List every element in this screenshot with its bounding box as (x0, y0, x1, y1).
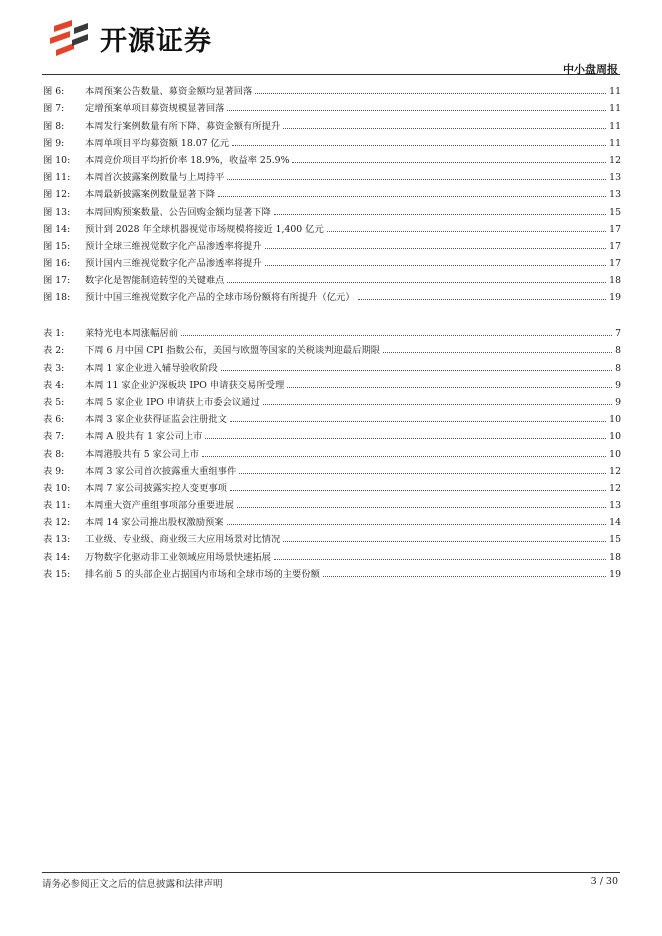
figure-toc-entry[interactable] (43, 132, 621, 149)
table-toc-entry[interactable] (43, 356, 621, 373)
entry-page: 14 (609, 517, 621, 529)
dot-leader (205, 438, 606, 439)
entry-page: 12 (609, 482, 621, 494)
entry-title: 排名前 5 的头部企业占据国内市场和全球市场的主要份额 (85, 568, 320, 580)
entry-page: 18 (609, 551, 621, 563)
dot-leader (237, 507, 606, 508)
company-logo (48, 18, 212, 58)
entry-label: 表 2: (43, 345, 65, 357)
dot-leader (230, 421, 606, 422)
entry-title: 本周发行案例数量有所下降、募资金额有所提升 (85, 120, 281, 132)
entry-title: 下周 6 月中国 CPI 指数公布，美国与欧盟等国家的关税谈判迎最后期限 (85, 345, 381, 357)
entry-title: 本周 5 家企业 IPO 申请获上市委会议通过 (85, 396, 260, 408)
entry-title: 工业级、专业级、商业级三大应用场景对比情况 (85, 534, 281, 546)
entry-page: 17 (609, 240, 621, 252)
entry-page: 9 (615, 396, 621, 408)
entry-title: 本周 3 家公司首次披露重大重组事件 (85, 465, 237, 477)
entry-page: 10 (609, 414, 621, 426)
kaiyuan-logo-icon (48, 18, 92, 58)
entry-title: 本周 A 股共有 1 家公司上市 (85, 431, 203, 443)
entry-title: 本周预案公告数量、募资金额均显著回落 (85, 86, 253, 98)
entry-label: 图 14: (43, 223, 71, 235)
figure-toc-entry[interactable] (43, 235, 621, 252)
table-toc-entry[interactable] (43, 339, 621, 356)
entry-page: 15 (609, 534, 621, 546)
table-toc-entry[interactable] (43, 322, 621, 339)
entry-page: 8 (615, 345, 621, 357)
table-toc-entry[interactable] (43, 563, 621, 580)
entry-page: 17 (609, 223, 621, 235)
table-toc-entry[interactable] (43, 442, 621, 459)
table-toc-entry[interactable] (43, 477, 621, 494)
entry-label: 表 6: (43, 414, 65, 426)
dot-leader (227, 524, 607, 525)
entry-label: 表 7: (43, 431, 65, 443)
table-toc-entry[interactable] (43, 528, 621, 545)
entry-title: 数字化是智能制造转型的关键难点 (85, 275, 225, 287)
dot-leader (283, 541, 606, 542)
dot-leader (227, 110, 606, 111)
table-toc-entry[interactable] (43, 494, 621, 511)
dot-leader (265, 248, 607, 249)
company-name: 开源证券 (100, 25, 212, 57)
figure-toc-entry[interactable] (43, 286, 621, 303)
entry-label: 图 16: (43, 258, 71, 270)
table-toc-entry[interactable] (43, 545, 621, 562)
dot-leader (283, 128, 606, 129)
entry-page: 19 (609, 568, 621, 580)
entry-label: 表 10: (43, 482, 71, 494)
dot-leader (287, 387, 612, 388)
entry-title: 本周单项目平均募资额 18.07 亿元 (85, 137, 230, 149)
entry-title: 本周 11 家企业沪深板块 IPO 申请获交易所受理 (85, 379, 285, 391)
entry-label: 图 8: (43, 120, 65, 132)
entry-page: 13 (609, 172, 621, 184)
entry-label: 表 4: (43, 379, 65, 391)
dot-leader (274, 559, 606, 560)
entry-page: 19 (609, 292, 621, 304)
entry-title: 本周 14 家公司推出股权激励预案 (85, 517, 224, 529)
entry-label: 图 17: (43, 275, 71, 287)
entry-title: 本周 3 家企业获得证监会注册批文 (85, 414, 227, 426)
entry-label: 图 15: (43, 240, 71, 252)
figure-toc-entry[interactable] (43, 166, 621, 183)
entry-page: 10 (609, 431, 621, 443)
entry-title: 预计全球三维视觉数字化产品渗透率将提升 (85, 240, 262, 252)
dot-leader (323, 576, 606, 577)
report-section-title: 中小盘周报 (563, 63, 618, 76)
entry-page: 13 (609, 189, 621, 201)
entry-title: 预计到 2028 年全球机器视觉市场规模将接近 1,400 亿元 (85, 223, 324, 235)
entry-page: 9 (615, 379, 621, 391)
entry-title: 万物数字化驱动非工业领域应用场景快速拓展 (85, 551, 271, 563)
dot-leader (232, 145, 606, 146)
dot-leader (383, 352, 612, 353)
dot-leader (292, 162, 606, 163)
page-number: 3 / 30 (590, 876, 618, 887)
entry-page: 13 (609, 500, 621, 512)
entry-label: 表 13: (43, 534, 71, 546)
dot-leader (202, 456, 606, 457)
entry-page: 18 (609, 275, 621, 287)
table-toc-entry[interactable] (43, 511, 621, 528)
dot-leader (274, 214, 606, 215)
figure-toc-entry[interactable] (43, 252, 621, 269)
entry-page: 11 (609, 137, 621, 149)
entry-title: 莱特光电本周涨幅居前 (85, 328, 178, 340)
entry-page: 11 (609, 86, 621, 98)
entry-label: 表 15: (43, 568, 71, 580)
figure-toc-entry[interactable] (43, 80, 621, 97)
dot-leader (230, 490, 606, 491)
entry-title: 预计国内三维视觉数字化产品渗透率将提升 (85, 258, 262, 270)
footer-disclaimer: 请务必参阅正文之后的信息披露和法律声明 (42, 879, 223, 890)
entry-label: 图 13: (43, 206, 71, 218)
entry-page: 11 (609, 120, 621, 132)
entry-label: 表 14: (43, 551, 71, 563)
dot-leader (239, 473, 606, 474)
table-toc-entry[interactable] (43, 374, 621, 391)
dot-leader (255, 93, 606, 94)
table-toc-entry[interactable] (43, 460, 621, 477)
entry-page: 17 (609, 258, 621, 270)
entry-title: 本周 1 家企业进入辅导验收阶段 (85, 362, 218, 374)
entry-page: 11 (609, 103, 621, 115)
entry-label: 表 3: (43, 362, 65, 374)
entry-title: 本周竞价项目平均折价率 18.9%，收益率 25.9% (85, 154, 290, 166)
entry-page: 12 (609, 465, 621, 477)
dot-leader (358, 299, 607, 300)
entry-label: 表 9: (43, 465, 65, 477)
entry-page: 12 (609, 154, 621, 166)
table-toc-entry[interactable] (43, 391, 621, 408)
entry-page: 8 (615, 362, 621, 374)
entry-label: 表 1: (43, 328, 65, 340)
entry-title: 本周最新披露案例数量显著下降 (85, 189, 216, 201)
dot-leader (218, 196, 606, 197)
entry-label: 图 7: (43, 103, 65, 115)
entry-label: 图 11: (43, 172, 71, 184)
entry-label: 图 6: (43, 86, 65, 98)
dot-leader (263, 404, 612, 405)
entry-page: 7 (615, 328, 621, 340)
entry-title: 本周首次披露案例数量与上周持平 (85, 172, 225, 184)
dot-leader (221, 370, 612, 371)
figure-toc-entry[interactable] (43, 183, 621, 200)
entry-title: 本周重大资产重组事项部分重要进展 (85, 500, 234, 512)
header-divider (42, 74, 620, 75)
footer-divider (42, 872, 620, 873)
entry-label: 图 9: (43, 137, 65, 149)
entry-label: 图 10: (43, 154, 71, 166)
dot-leader (265, 265, 607, 266)
dot-leader (227, 282, 606, 283)
entry-title: 本周港股共有 5 家公司上市 (85, 448, 200, 460)
figure-list (43, 80, 621, 303)
entry-page: 10 (609, 448, 621, 460)
entry-label: 表 12: (43, 517, 71, 529)
entry-page: 15 (609, 206, 621, 218)
dot-leader (327, 231, 606, 232)
dot-leader (227, 179, 606, 180)
figure-toc-entry[interactable] (43, 200, 621, 217)
entry-title: 预计中国三维视觉数字化产品的全球市场份额将有所提升（亿元） (85, 292, 355, 304)
entry-label: 图 18: (43, 292, 71, 304)
entry-label: 表 5: (43, 396, 65, 408)
entry-label: 表 8: (43, 448, 65, 460)
table-list (43, 322, 621, 580)
figure-toc-entry[interactable] (43, 269, 621, 286)
figure-toc-entry[interactable] (43, 97, 621, 114)
entry-title: 本周回购预案数量、公告回购金额均显著下降 (85, 206, 271, 218)
entry-title: 本周 7 家公司披露实控人变更事项 (85, 482, 227, 494)
figure-toc-entry[interactable] (43, 218, 621, 235)
figure-toc-entry[interactable] (43, 149, 621, 166)
entry-label: 图 12: (43, 189, 71, 201)
entry-title: 定增预案单项目募资规模显著回落 (85, 103, 225, 115)
figure-toc-entry[interactable] (43, 114, 621, 131)
table-toc-entry[interactable] (43, 408, 621, 425)
table-toc-entry[interactable] (43, 425, 621, 442)
entry-label: 表 11: (43, 500, 71, 512)
dot-leader (181, 335, 612, 336)
